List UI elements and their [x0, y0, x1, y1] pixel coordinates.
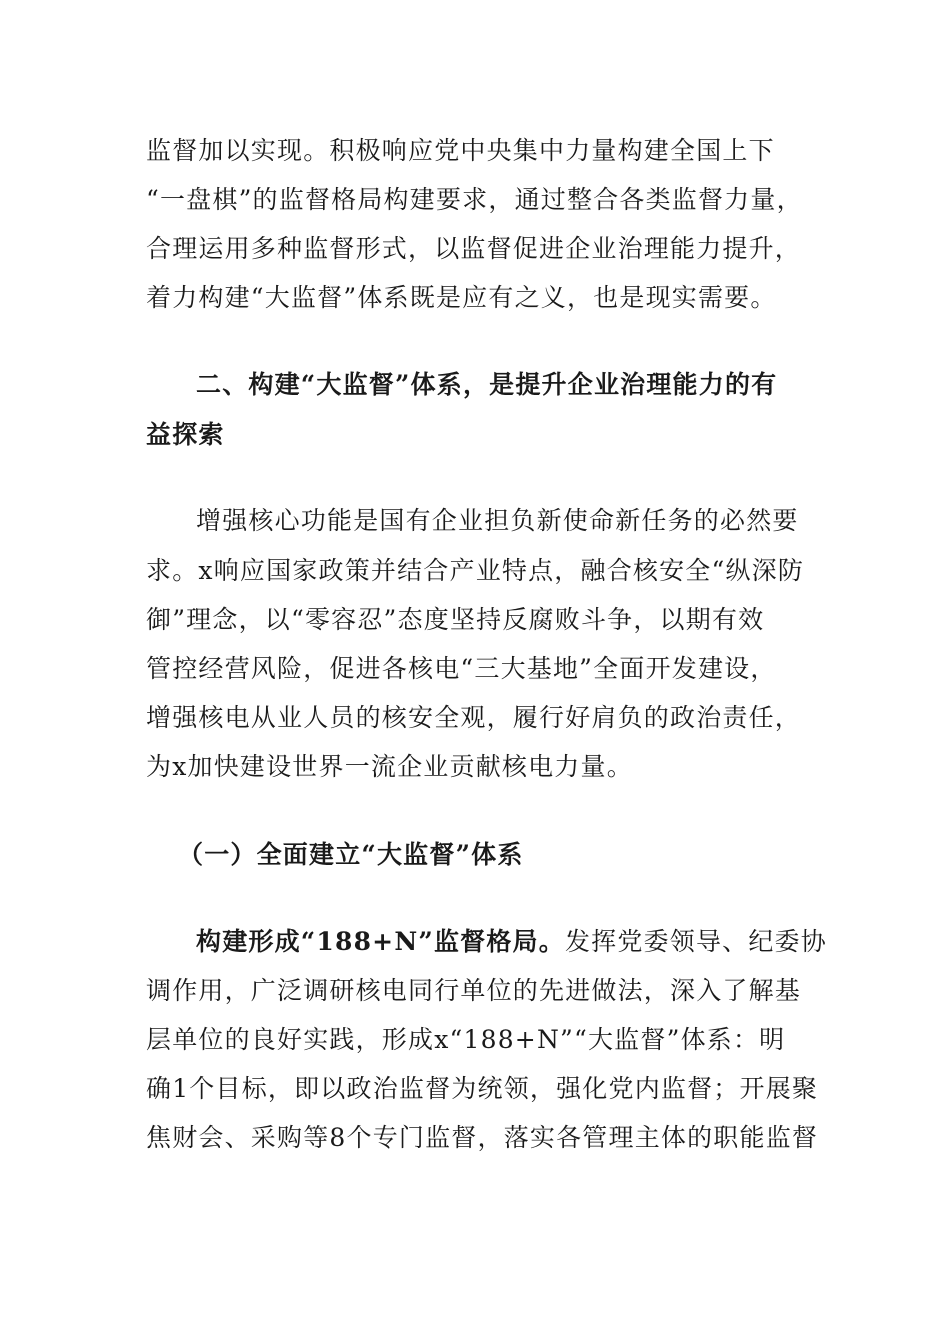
paragraph-3-line-1-rest: 发挥党委领导、纪委协 — [564, 927, 827, 956]
section-heading-line-1: 二、构建“大监督”体系，是提升企业治理能力的有 — [196, 370, 778, 399]
paragraph-1-line-4: 着力构建“大监督”体系既是应有之义，也是现实需要。 — [146, 283, 777, 312]
subsection-heading: （一）全面建立“大监督”体系 — [178, 840, 524, 869]
paragraph-1-line-1: 监督加以实现。积极响应党中央集中力量构建全国上下 — [146, 136, 775, 165]
paragraph-2-line-6: 为x加快建设世界一流企业贡献核电力量。 — [146, 752, 633, 781]
paragraph-2-line-1: 增强核心功能是国有企业担负新使命新任务的必然要 — [196, 506, 799, 535]
paragraph-3-line-2: 调作用，广泛调研核电同行单位的先进做法，深入了解基 — [146, 976, 802, 1005]
paragraph-2-line-3: 御”理念，以“零容忍”态度坚持反腐败斗争，以期有效 — [146, 605, 765, 634]
paragraph-2-line-2: 求。x响应国家政策并结合产业特点，融合核安全“纵深防 — [146, 556, 805, 585]
paragraph-2-line-5: 增强核电从业人员的核安全观，履行好肩负的政治责任， — [146, 703, 802, 732]
paragraph-1-line-2: “一盘棋”的监督格局构建要求，通过整合各类监督力量， — [146, 185, 803, 214]
paragraph-3-line-4: 确1个目标，即以政治监督为统领，强化党内监督；开展聚 — [146, 1074, 819, 1103]
paragraph-1-line-3: 合理运用多种监督形式，以监督促进企业治理能力提升， — [146, 234, 802, 263]
paragraph-3-line-3: 层单位的良好实践，形成x“188+N”“大监督”体系：明 — [146, 1025, 786, 1054]
paragraph-2-line-4: 管控经营风险，促进各核电“三大基地”全面开发建设， — [146, 654, 777, 683]
paragraph-3-line-5: 焦财会、采购等8个专门监督，落实各管理主体的职能监督 — [146, 1123, 819, 1152]
paragraph-3-lead: 构建形成“188+N”监督格局。 — [196, 927, 565, 956]
section-heading-line-2: 益探索 — [146, 420, 225, 449]
paragraph-3-line-1 — [196, 925, 827, 959]
